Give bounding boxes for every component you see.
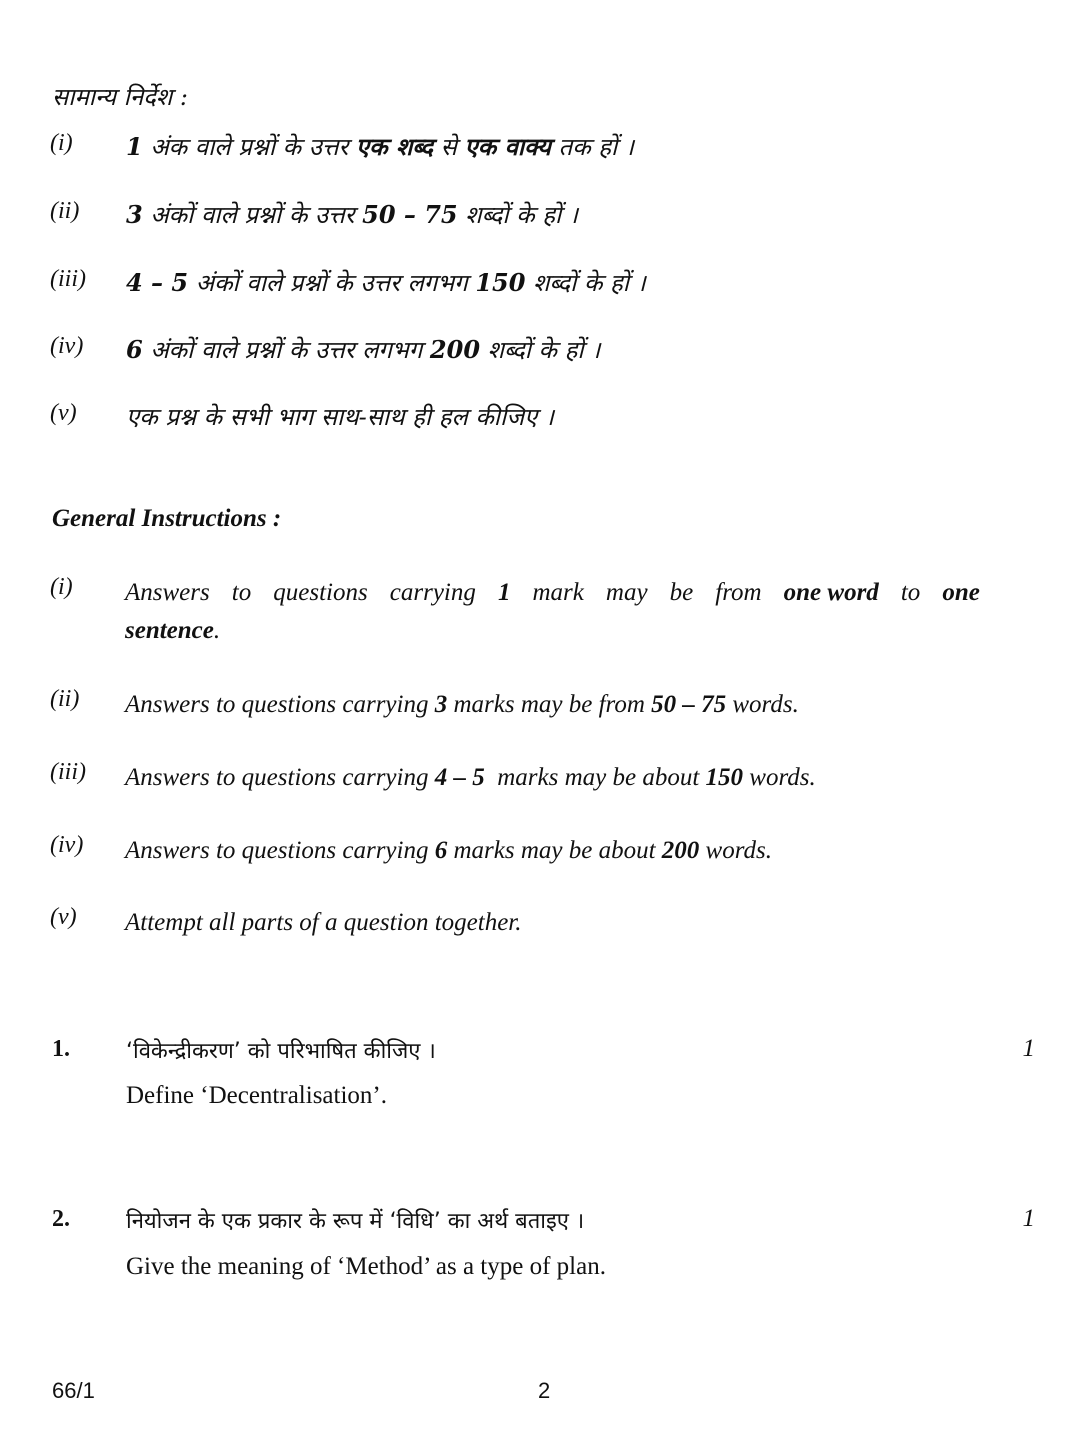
text-run: शब्दों के हों ।	[525, 269, 646, 297]
bold-text: 3	[434, 691, 448, 718]
question-number: 1.	[52, 1036, 70, 1062]
text-run: marks may be about	[447, 837, 662, 864]
general-instruction-text	[125, 686, 980, 724]
hindi-instructions-heading: सामान्य निर्देश :	[52, 83, 188, 111]
item-number: (ii)	[50, 198, 80, 224]
general-instruction-text	[125, 904, 980, 942]
word: may	[605, 579, 648, 606]
text-run: words.	[699, 837, 772, 864]
bold-text: 3	[126, 200, 143, 229]
general-instruction-text	[125, 759, 980, 797]
item-number: (iii)	[50, 759, 86, 785]
text-run: अंकों वाले प्रश्नों के उत्तर लगभग	[188, 269, 476, 297]
text-run: अंकों वाले प्रश्नों के उत्तर लगभग	[142, 336, 430, 364]
text-run: शब्दों के हों ।	[480, 336, 601, 364]
item-number: (ii)	[50, 686, 80, 712]
text-run: एक प्रश्न के सभी भाग साथ-साथ ही हल कीजिए ।	[126, 403, 555, 431]
question-number: 2.	[52, 1206, 70, 1232]
text-run: अंक वाले प्रश्नों के उत्तर	[142, 133, 356, 161]
instruction-line	[125, 612, 980, 650]
hindi-instruction-text	[126, 266, 646, 299]
general-instruction-text	[125, 832, 980, 870]
word: one word	[783, 579, 879, 606]
question-text-hindi: ‘विकेन्द्रीकरण’ को परिभाषित कीजिए ।	[126, 1039, 436, 1064]
bold-text: 50 – 75	[651, 691, 727, 718]
word: be	[669, 579, 694, 606]
hindi-instruction-text	[126, 198, 578, 231]
text-run: Attempt all parts of a question together.	[125, 909, 522, 936]
general-instructions-heading: General Instructions :	[52, 505, 282, 532]
question-marks: 1	[1022, 1035, 1035, 1062]
text-run: से	[433, 133, 465, 161]
bold-text: 200	[661, 837, 700, 864]
bold-text: 50 – 75	[362, 200, 458, 229]
bold-text: 1	[126, 132, 143, 161]
bold-text: sentence	[125, 617, 214, 644]
text-run: तक हों ।	[550, 133, 634, 161]
item-number: (v)	[50, 904, 77, 930]
bold-text: एक वाक्य	[464, 132, 551, 161]
word: to	[900, 579, 921, 606]
paper-code: 66/1	[52, 1378, 95, 1403]
word: Answers	[125, 579, 210, 606]
text-run: words.	[743, 764, 816, 791]
item-number: (v)	[50, 400, 77, 426]
word: 1	[497, 579, 511, 606]
bold-text: 200	[429, 335, 481, 364]
page-number: 2	[538, 1378, 551, 1403]
bold-text: 6	[126, 335, 143, 364]
general-instruction-text	[125, 574, 980, 650]
instruction-line	[125, 574, 980, 612]
text-run: शब्दों के हों ।	[457, 201, 578, 229]
hindi-instruction-text	[126, 333, 600, 366]
text-run: Answers to questions carrying	[125, 837, 435, 864]
question-marks: 1	[1022, 1205, 1035, 1232]
word: mark	[532, 579, 584, 606]
item-number: (iv)	[50, 333, 84, 359]
hindi-instruction-text	[126, 400, 554, 433]
word: to	[231, 579, 252, 606]
question-text-english: Define ‘Decentralisation’.	[126, 1082, 387, 1109]
text-run: marks may be about	[484, 764, 706, 791]
bold-text: एक शब्द	[355, 132, 434, 161]
bold-text: 150	[475, 268, 526, 297]
question-text-english: Give the meaning of ‘Method’ as a type of plan.	[126, 1253, 606, 1280]
bold-text: 150	[705, 764, 744, 791]
word: carrying	[389, 579, 476, 606]
bold-text: 4 – 5	[126, 268, 189, 297]
item-number: (i)	[50, 574, 73, 600]
word: from	[715, 579, 762, 606]
text-run: अंकों वाले प्रश्नों के उत्तर	[142, 201, 363, 229]
text-run: Answers to questions carrying	[125, 764, 435, 791]
text-run: .	[213, 617, 221, 644]
item-number: (iii)	[50, 266, 86, 292]
text-run: Answers to questions carrying	[125, 691, 435, 718]
word: questions	[273, 579, 368, 606]
text-run: words.	[726, 691, 799, 718]
bold-text: 4 – 5	[434, 764, 485, 791]
bold-text: 6	[434, 837, 448, 864]
word: one	[942, 579, 980, 606]
item-number: (iv)	[50, 832, 84, 858]
question-text-hindi: नियोजन के एक प्रकार के रूप में ‘विधि’ का अर्थ बताइए ।	[126, 1209, 585, 1234]
item-number: (i)	[50, 130, 73, 156]
text-run: marks may be from	[447, 691, 652, 718]
hindi-instruction-text	[126, 130, 634, 163]
